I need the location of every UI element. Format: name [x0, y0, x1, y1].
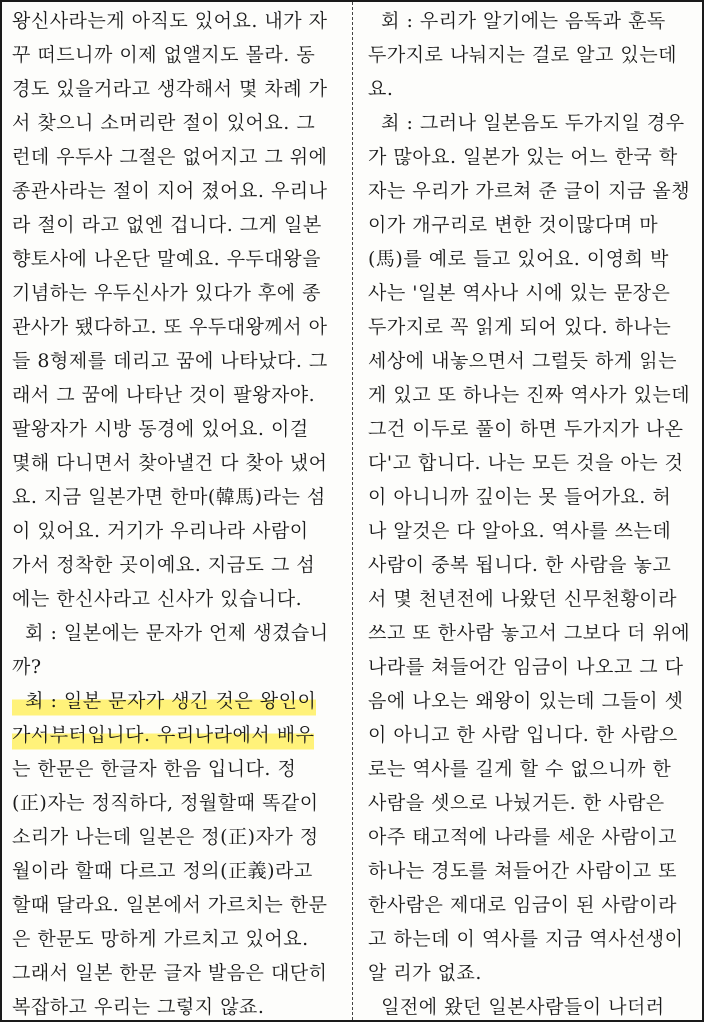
text-line: 음에 나오는 왜왕이 있는데 그들이 셋	[368, 690, 684, 712]
text-line: 서 찾으니 소머리란 절이 있어요. 그	[12, 112, 316, 134]
text-line: 관사가 됐다하고. 또 우두대왕께서 아	[12, 316, 328, 338]
text-line: 다'고 합니다. 나는 모든 것을 아는 것	[368, 452, 684, 474]
text-line: 향토사에 나온단 말예요. 우두대왕을	[12, 248, 321, 270]
text-line: 서 몇 천년전에 나왔던 신무천황이라	[368, 588, 677, 610]
text-line: 래서 그 꿈에 나타난 것이 팔왕자야.	[12, 384, 316, 406]
text-line: 들 8형제를 데리고 꿈에 나타났다. 그	[12, 350, 328, 372]
text-line: 그건 이두로 풀이 하면 두가지가 나온	[368, 418, 684, 440]
text-line: 이가 개구리로 변한 것이많다며 마	[368, 214, 659, 236]
text-line: 세상에 내놓으면서 그럴듯 하게 읽는	[368, 350, 677, 372]
text-line: 그래서 일본 한문 글자 발음은 대단히	[12, 962, 328, 984]
text-line: 은 한문도 망하게 가르치고 있어요.	[12, 928, 309, 950]
text-line: 라 절이 라고 없엔 겁니다. 그게 일본	[12, 214, 322, 236]
text-line: 팔왕자가 시방 동경에 있어요. 이걸	[12, 418, 309, 440]
text-line: 종관사라는 절이 지어 졌어요. 우리나	[12, 180, 328, 202]
text-line: 할때 달라요. 일본에서 가르치는 한문	[12, 894, 328, 916]
text-line: 에는 한신사라고 신사가 있습니다.	[12, 588, 303, 610]
text-line: 자는 우리가 가르쳐 준 글이 지금 올챙	[368, 180, 691, 202]
text-line: 회 : 일본에는 문자가 언제 생겼습니	[12, 622, 329, 644]
highlighted-text-line: 가서부터입니다. 우리나라에서 배우	[12, 718, 314, 752]
text-line: 까?	[12, 656, 42, 678]
text-line: 최 : 그러나 일본음도 두가지일 경우	[368, 112, 685, 134]
text-line: 요. 지금 일본가면 한마(韓馬)라는 섬	[12, 486, 326, 508]
highlighted-text-line: 최 : 일본 문자가 생긴 것은 왕인이	[12, 684, 316, 718]
text-line: 사는 '일본 역사나 시에 있는 문장은	[368, 282, 671, 304]
text-line: 는 한문은 한글자 한음 입니다. 정	[12, 758, 297, 780]
text-line: 로는 역사를 길게 할 수 없으니까 한	[368, 758, 672, 780]
text-line: 가 많아요. 일본가 있는 어느 한국 학	[368, 146, 678, 168]
text-line: 회 : 우리가 알기에는 음독과 훈독	[368, 10, 666, 32]
text-line: 소리가 나는데 일본은 정(正)자가 정	[12, 826, 319, 848]
text-line: 하나는 경도를 쳐들어간 사람이고 또	[368, 860, 677, 882]
text-line: 두가지로 나눠지는 걸로 알고 있는데	[368, 44, 677, 66]
text-line: (馬)를 예로 들고 있어요. 이영희 박	[368, 248, 669, 270]
text-line: 요.	[368, 78, 394, 100]
text-line: 가서 정착한 곳이예요. 지금도 그 섬	[12, 554, 316, 576]
text-line: 두가지로 꼭 읽게 되어 있다. 하나는	[368, 316, 672, 338]
text-line: 나 알것은 다 알아요. 역사를 쓰는데	[368, 520, 672, 542]
text-line: 아주 태고적에 나라를 세운 사람이고	[368, 826, 677, 848]
text-line: 알 리가 없죠.	[368, 962, 482, 984]
text-line: (正)자는 정직하다, 정월할때 똑같이	[12, 792, 319, 814]
column-divider	[352, 2, 353, 1020]
text-line: 한사람은 제대로 임금이 된 사람이라	[368, 894, 677, 916]
text-line: 이 아니고 한 사람 입니다. 한 사람으	[368, 724, 678, 746]
text-line: 왕신사라는게 아직도 있어요. 내가 자	[12, 10, 328, 32]
text-line: 기념하는 우두신사가 있다가 후에 종	[12, 282, 321, 304]
text-line: 런데 우두사 그절은 없어지고 그 위에	[12, 146, 328, 168]
text-line: 경도 있을거라고 생각해서 몇 차례 가	[12, 78, 328, 100]
text-line: 사람을 셋으로 나눴거든. 한 사람은	[368, 792, 665, 814]
text-line: 일전에 왔던 일본사람들이 나더러	[368, 996, 665, 1018]
text-line: 이 있어요. 거기가 우리나라 사람이	[12, 520, 309, 542]
text-line: 꾸 떠드니까 이제 없앨지도 몰라. 동	[12, 44, 316, 66]
text-line: 몇해 다니면서 찾아낼건 다 찾아 냈어	[12, 452, 328, 474]
text-line: 사람이 중복 됩니다. 한 사람을 놓고	[368, 554, 672, 576]
text-line: 복잡하고 우리는 그렇지 않죠.	[12, 996, 265, 1018]
text-line: 월이라 할때 다르고 정의(正義)라고	[12, 860, 313, 882]
text-line: 게 있고 또 하나는 진짜 역사가 있는데	[368, 384, 691, 406]
text-line: 고 하는데 이 역사를 지금 역사선생이	[368, 928, 684, 950]
text-line: 나라를 쳐들어간 임금이 나오고 그 다	[368, 656, 684, 678]
text-line: 쓰고 또 한사람 놓고서 그보다 더 위에	[368, 622, 691, 644]
text-line: 이 아니니까 깊이는 못 들어가요. 허	[368, 486, 672, 508]
